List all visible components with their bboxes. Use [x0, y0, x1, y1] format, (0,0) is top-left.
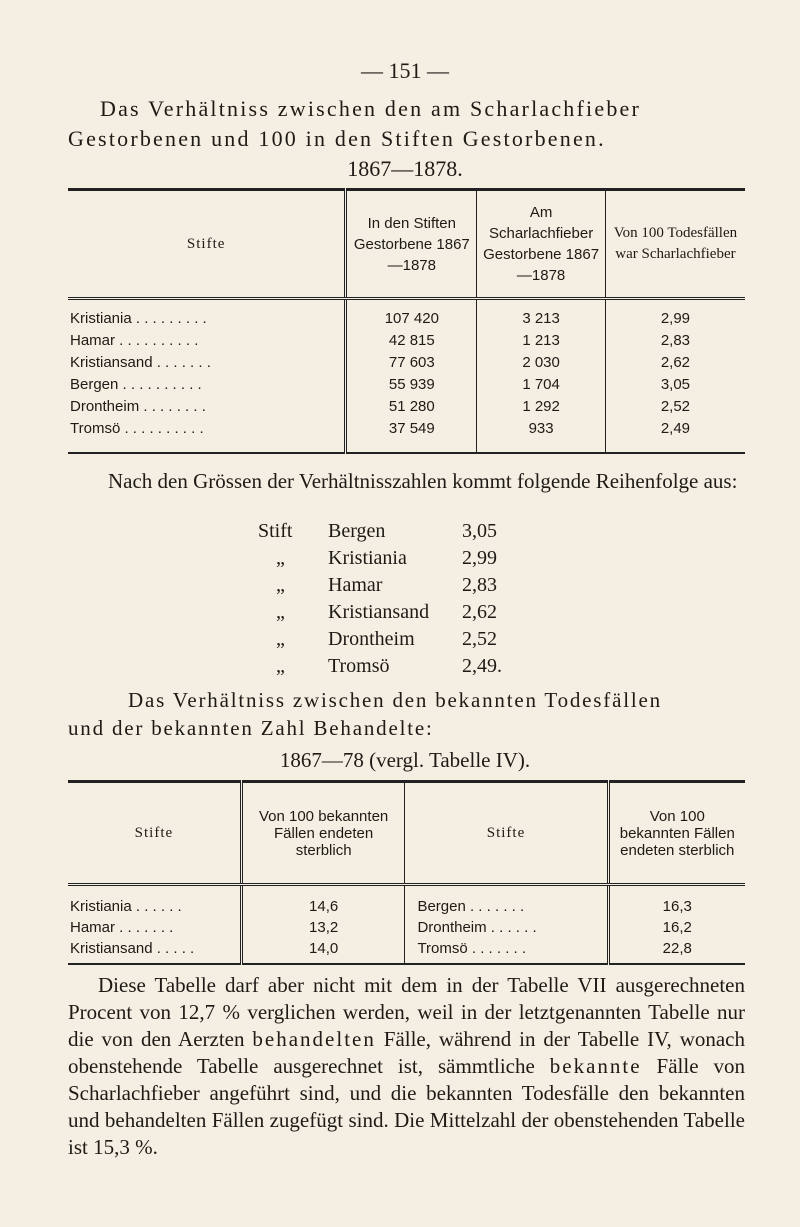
table-row — [68, 917, 745, 938]
cell-ratio: 2,62 — [605, 352, 745, 374]
cell-stift: Kristiania . . . . . . . . . — [70, 310, 207, 327]
cell-stift: Drontheim . . . . . . . . — [70, 398, 206, 415]
cell-stift: Kristiania . . . . . . — [70, 898, 182, 915]
ranking-prefix: Stift — [258, 520, 293, 542]
paragraph-text: Fälle, während in der Tabelle IV, wonach obenstehende Tabelle ausgerechnet ist, sämmtliche — [68, 1027, 746, 1078]
ranking-value: 3,05 — [462, 520, 497, 542]
col-header-stifte-right: Stifte — [405, 782, 608, 885]
ranking-value: 2,99 — [462, 547, 497, 569]
cell-total: 37 549 — [346, 418, 477, 453]
col-header-lethality-right: Von 100 bekannten Fällen endeten sterblich — [608, 782, 745, 885]
col-header-stifte-left: Stifte — [68, 782, 241, 885]
ranking-prefix: „ — [276, 655, 285, 677]
ranking-value: 2,52 — [462, 628, 497, 650]
cell-total: 42 815 — [346, 330, 477, 352]
list-item — [258, 626, 502, 653]
heading2-line-1: Das Verhältniss zwischen den bekannten Todesfällen — [128, 688, 662, 712]
cell-stift: Bergen . . . . . . . — [405, 885, 608, 918]
ranking-value: 2,49. — [462, 655, 502, 677]
cell-value: 16,3 — [608, 885, 745, 918]
cell-ratio: 2,99 — [605, 299, 745, 331]
emphasis-bekannte: bekannte — [549, 1054, 642, 1078]
cell-stift: Drontheim . . . . . . — [405, 917, 608, 938]
ranking-list — [258, 518, 502, 680]
ranking-value: 2,62 — [462, 601, 497, 623]
list-item — [258, 545, 502, 572]
list-item — [258, 653, 502, 680]
cell-ratio: 2,83 — [605, 330, 745, 352]
ranking-name: Hamar — [328, 574, 383, 596]
cell-stift: Kristiansand . . . . . . . — [70, 354, 211, 371]
ranking-name: Kristiansand — [328, 601, 430, 623]
cell-stift: Kristiansand . . . . . — [70, 940, 195, 957]
ranking-prefix: „ — [276, 628, 285, 650]
cell-value: 16,2 — [608, 917, 745, 938]
paragraph-ranking-intro: Nach den Grössen der Verhältnisszahlen kommt folgende Reihenfolge aus: — [108, 469, 738, 493]
cell-stift: Hamar . . . . . . . — [70, 919, 174, 936]
cell-ratio: 3,05 — [605, 374, 745, 396]
cell-value: 22,8 — [608, 938, 745, 964]
ranking-prefix: „ — [276, 547, 285, 569]
table-row — [68, 330, 745, 352]
ranking-name: Kristiania — [328, 547, 407, 569]
col-header-scarlet-deaths: Am Scharlachfieber Gestorbene 1867—1878 — [477, 190, 606, 299]
table-row — [68, 396, 745, 418]
cell-total: 77 603 — [346, 352, 477, 374]
cell-stift: Bergen . . . . . . . . . . — [70, 376, 202, 393]
cell-stift: Tromsö . . . . . . . — [405, 938, 608, 964]
col-header-total-deaths: In den Stiften Gestorbene 1867—1878 — [346, 190, 477, 299]
heading-line-1: Das Verhältniss zwischen den am Scharlachfieber — [100, 96, 642, 121]
page-number: — 151 — — [361, 58, 449, 83]
ranking-name: Bergen — [328, 520, 386, 542]
list-item — [258, 518, 502, 545]
cell-ratio: 2,49 — [605, 418, 745, 453]
ranking-prefix: „ — [276, 574, 285, 596]
cell-total: 51 280 — [346, 396, 477, 418]
emphasis-behandelten: behandelten — [252, 1027, 376, 1051]
heading-years: 1867—1878. — [347, 156, 463, 181]
ranking-name: Drontheim — [328, 628, 415, 650]
cell-scarlet: 1 292 — [477, 396, 606, 418]
cell-value: 13,2 — [241, 917, 405, 938]
table-row — [68, 374, 745, 396]
table-row — [68, 938, 745, 964]
table-row — [68, 418, 745, 453]
heading-line-2: Gestorbenen und 100 in den Stiften Gestorbenen. — [68, 126, 606, 151]
list-item — [258, 599, 502, 626]
cell-scarlet: 1 213 — [477, 330, 606, 352]
paragraph-explanation — [68, 972, 745, 1161]
col-header-stifte: Stifte — [68, 190, 346, 299]
table-row — [68, 352, 745, 374]
ranking-value: 2,83 — [462, 574, 497, 596]
cell-scarlet: 933 — [477, 418, 606, 453]
list-item — [258, 572, 502, 599]
col-header-lethality-left: Von 100 bekannten Fällen endeten sterblich — [241, 782, 405, 885]
cell-scarlet: 1 704 — [477, 374, 606, 396]
paragraph-text: Diese Tabelle darf aber nicht mit dem in der Tabelle VII ausgerechneten Procent von 12,7 % verglichen werden, weil in der letztgenannten Tabelle nur die von den Aerzten — [68, 973, 745, 1051]
heading2-line-2: und der bekannten Zahl Behandelte: — [68, 716, 434, 740]
table-row — [68, 299, 745, 331]
book-page — [60, 0, 750, 1227]
ranking-prefix: „ — [276, 601, 285, 623]
cell-total: 55 939 — [346, 374, 477, 396]
cell-total: 107 420 — [346, 299, 477, 331]
heading2-line-3: 1867—78 (vergl. Tabelle IV). — [279, 748, 531, 772]
paragraph-text: Fälle von Scharlachfieber angeführt sind, und die bekannten Todesfälle den bekannten und behandelten Fällen zugefügt sind. Die Mittelzahl der obenstehenden Tabelle ist 15,3 %. — [68, 1054, 745, 1159]
mortality-ratio-table — [68, 188, 745, 454]
cell-scarlet: 3 213 — [477, 299, 606, 331]
cell-scarlet: 2 030 — [477, 352, 606, 374]
cell-value: 14,0 — [241, 938, 405, 964]
cell-stift: Tromsö . . . . . . . . . . — [70, 420, 204, 437]
col-header-per-100: Von 100 Todesfällen war Scharlachfieber — [605, 190, 745, 299]
cell-ratio: 2,52 — [605, 396, 745, 418]
cell-value: 14,6 — [241, 885, 405, 918]
cell-stift: Hamar . . . . . . . . . . — [70, 332, 199, 349]
lethality-table — [68, 780, 745, 965]
table-row — [68, 885, 745, 918]
ranking-name: Tromsö — [328, 655, 390, 677]
